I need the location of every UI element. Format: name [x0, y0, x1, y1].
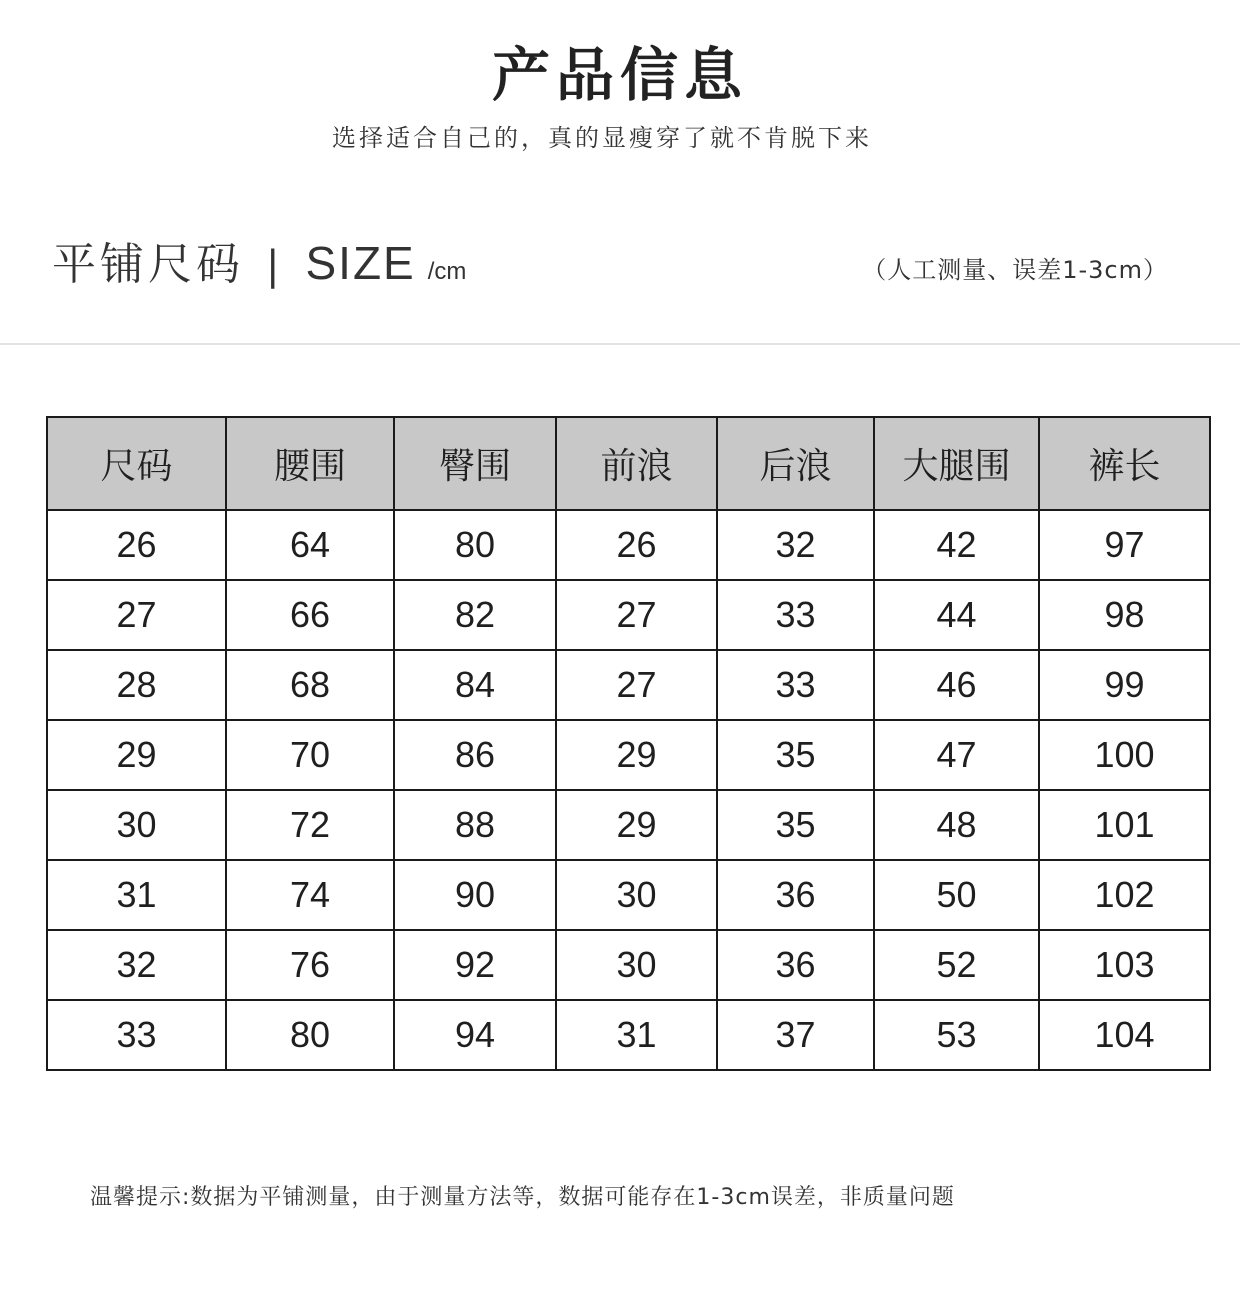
- table-cell: 88: [394, 790, 556, 860]
- table-cell: 32: [717, 510, 874, 580]
- table-cell: 33: [717, 580, 874, 650]
- page-title: 产品信息: [491, 41, 748, 109]
- table-cell: 30: [556, 860, 717, 930]
- footer-tip: 温馨提示:数据为平铺测量，由于测量方法等，数据可能存在1-3cm误差，非质量问题: [90, 1185, 955, 1210]
- table-cell: 31: [556, 1000, 717, 1070]
- size-heading-en: SIZE: [305, 237, 416, 289]
- table-cell: 50: [874, 860, 1039, 930]
- table-cell: 30: [556, 930, 717, 1000]
- table-cell: 90: [394, 860, 556, 930]
- table-cell: 30: [47, 790, 226, 860]
- table-cell: 26: [556, 510, 717, 580]
- table-cell: 103: [1039, 930, 1210, 1000]
- table-row: [47, 1000, 1210, 1070]
- table-cell: 36: [717, 860, 874, 930]
- table-header-row: [47, 417, 1210, 510]
- size-heading-separator: |: [266, 243, 280, 289]
- table-cell: 66: [226, 580, 394, 650]
- table-cell: 46: [874, 650, 1039, 720]
- table-cell: 35: [717, 790, 874, 860]
- table-cell: 42: [874, 510, 1039, 580]
- column-header-waist: 腰围: [226, 417, 394, 510]
- table-cell: 101: [1039, 790, 1210, 860]
- column-header-back-rise: 后浪: [717, 417, 874, 510]
- table-cell: 44: [874, 580, 1039, 650]
- table-cell: 29: [47, 720, 226, 790]
- table-cell: 29: [556, 720, 717, 790]
- table-row: [47, 720, 1210, 790]
- table-row: [47, 580, 1210, 650]
- size-table: [46, 416, 1211, 1071]
- table-cell: 26: [47, 510, 226, 580]
- table-cell: 35: [717, 720, 874, 790]
- table-cell: 76: [226, 930, 394, 1000]
- table-cell: 100: [1039, 720, 1210, 790]
- table-cell: 74: [226, 860, 394, 930]
- table-cell: 94: [394, 1000, 556, 1070]
- column-header-length: 裤长: [1039, 417, 1210, 510]
- column-header-thigh: 大腿围: [874, 417, 1039, 510]
- table-cell: 72: [226, 790, 394, 860]
- table-cell: 80: [394, 510, 556, 580]
- table-cell: 33: [47, 1000, 226, 1070]
- table-cell: 84: [394, 650, 556, 720]
- table-cell: 27: [556, 650, 717, 720]
- table-cell: 32: [47, 930, 226, 1000]
- table-cell: 92: [394, 930, 556, 1000]
- table-cell: 64: [226, 510, 394, 580]
- table-cell: 102: [1039, 860, 1210, 930]
- column-header-hip: 臀围: [394, 417, 556, 510]
- page-subtitle: 选择适合自己的，真的显瘦穿了就不肯脱下来: [332, 124, 872, 152]
- table-cell: 33: [717, 650, 874, 720]
- table-cell: 98: [1039, 580, 1210, 650]
- section-divider: [0, 343, 1240, 345]
- table-cell: 99: [1039, 650, 1210, 720]
- table-row: [47, 650, 1210, 720]
- table-row: [47, 790, 1210, 860]
- table-cell: 36: [717, 930, 874, 1000]
- table-cell: 52: [874, 930, 1039, 1000]
- table-cell: 68: [226, 650, 394, 720]
- table-cell: 27: [556, 580, 717, 650]
- table-cell: 29: [556, 790, 717, 860]
- column-header-front-rise: 前浪: [556, 417, 717, 510]
- table-cell: 48: [874, 790, 1039, 860]
- size-heading-cn: 平铺尺码: [52, 239, 244, 290]
- table-cell: 27: [47, 580, 226, 650]
- table-row: [47, 930, 1210, 1000]
- column-header-size: 尺码: [47, 417, 226, 510]
- table-cell: 47: [874, 720, 1039, 790]
- table-cell: 37: [717, 1000, 874, 1070]
- measurement-note: （人工测量、误差1-3cm）: [862, 256, 1168, 284]
- table-cell: 53: [874, 1000, 1039, 1070]
- table-row: [47, 860, 1210, 930]
- table-cell: 97: [1039, 510, 1210, 580]
- table-cell: 31: [47, 860, 226, 930]
- table-cell: 80: [226, 1000, 394, 1070]
- table-cell: 70: [226, 720, 394, 790]
- table-cell: 86: [394, 720, 556, 790]
- table-cell: 82: [394, 580, 556, 650]
- size-unit: /cm: [427, 258, 467, 285]
- table-cell: 28: [47, 650, 226, 720]
- size-heading: [52, 228, 466, 288]
- table-cell: 104: [1039, 1000, 1210, 1070]
- table-row: [47, 510, 1210, 580]
